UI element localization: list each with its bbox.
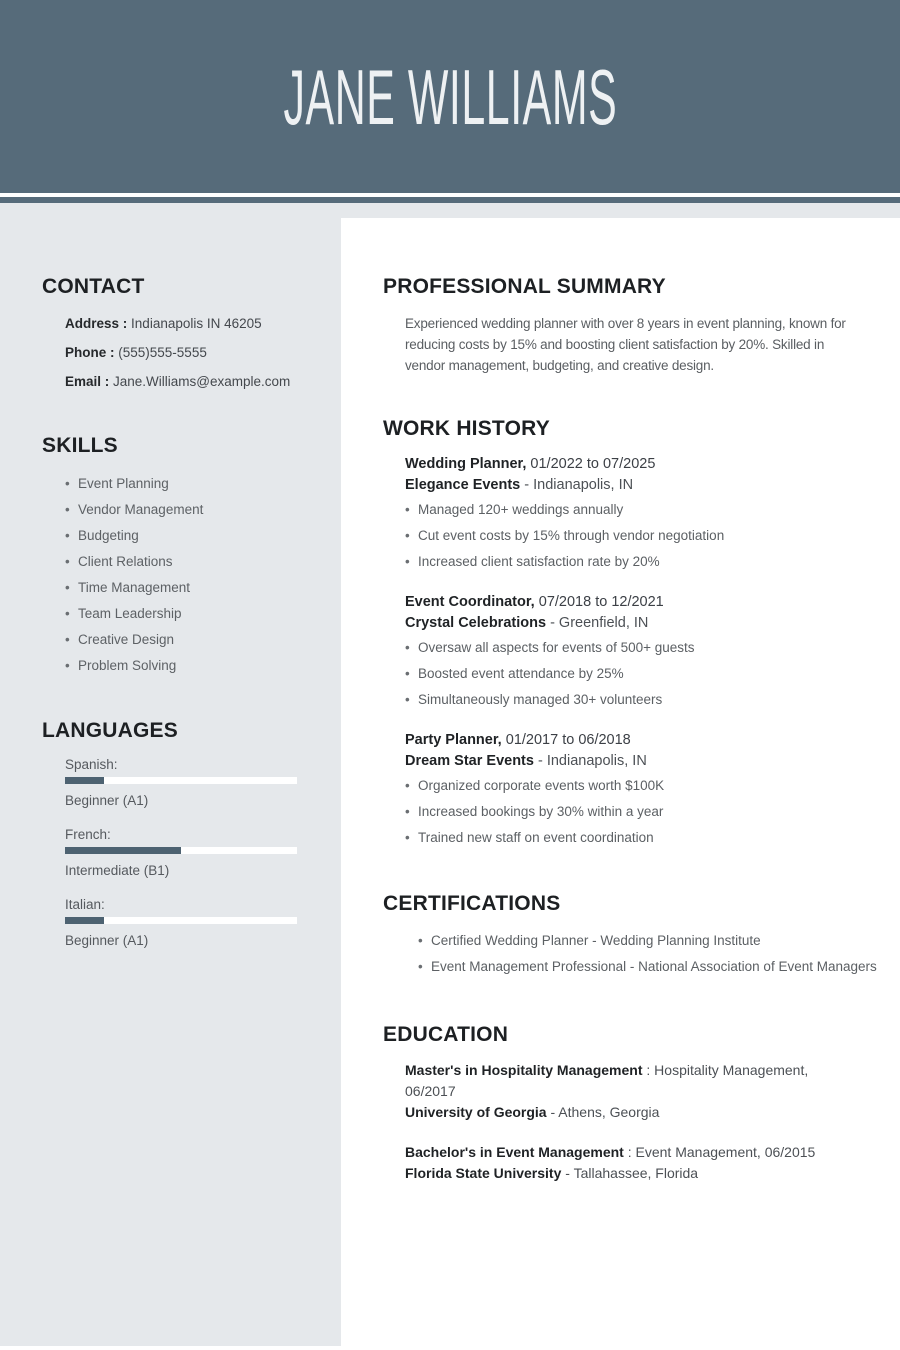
skill-item: • Team Leadership [65,605,315,622]
job-bullet: • Organized corporate events worth $100K [405,778,880,794]
job-bullet-list [405,502,880,570]
skill-item: • Time Management [65,579,315,596]
job-bullet: • Trained new staff on event coordination [405,830,880,846]
school-line [405,1102,835,1123]
job-bullet: • Increased client satisfaction rate by 20% [405,554,880,570]
contact-value: Jane.Williams@example.com [113,374,291,389]
contact-value: (555)555-5555 [118,345,207,360]
certifications-heading: CERTIFICATIONS [383,892,561,915]
contact-value: Indianapolis IN 46205 [131,316,262,331]
contact-list [65,315,315,390]
summary-paragraph: Experienced wedding planner with over 8 years in event planning, known for reducing costs by 15% and boosting client satisfaction by 20%. Skilled in vendor management, budgeting, and creative design. [405,316,846,373]
certification-item: • Certified Wedding Planner - Wedding Planning Institute [418,933,880,949]
job-title-line [405,454,880,475]
skills-heading: SKILLS [42,434,118,457]
job-employer-line [405,613,880,634]
language-level: Intermediate (B1) [65,863,170,878]
degree-name: Bachelor's in Event Management [405,1144,624,1160]
language-bar [65,847,297,854]
contact-label: Email : [65,374,110,389]
job-title: Wedding Planner, [405,456,527,472]
education-entry [405,1060,835,1123]
header-banner [0,0,900,193]
skill-item: • Event Planning [65,475,315,492]
contact-label: Address : [65,316,128,331]
job-location: - Indianapolis, IN [537,753,647,769]
school-location: - Tallahassee, Florida [565,1165,699,1181]
degree-name: Master's in Hospitality Management [405,1062,643,1078]
job-bullet: • Increased bookings by 30% within a year [405,804,880,820]
job-bullet: • Simultaneously managed 30+ volunteers [405,692,880,708]
employer-name: Elegance Events [405,477,521,493]
summary-heading: PROFESSIONAL SUMMARY [383,275,666,298]
job-title: Event Coordinator, [405,594,535,610]
employer-name: Dream Star Events [405,753,534,769]
job-title: Party Planner, [405,732,502,748]
job-dates: 07/2018 to 12/2021 [538,594,664,610]
job-bullet: • Managed 120+ weddings annually [405,502,880,518]
job-employer-line [405,475,880,496]
language-name: French: [65,827,111,842]
contact-row-phone [65,344,315,361]
job-location: - Indianapolis, IN [524,477,634,493]
language-bar [65,917,297,924]
language-name: Spanish: [65,757,118,772]
job-bullet-list [405,640,880,708]
certification-item: • Event Management Professional - National Association of Event Managers [418,959,880,975]
job-entry [405,730,880,846]
skill-item: • Budgeting [65,527,315,544]
skill-item: • Vendor Management [65,501,315,518]
job-location: - Greenfield, IN [550,615,649,631]
work-history-heading: WORK HISTORY [383,417,550,440]
skill-item: • Client Relations [65,553,315,570]
contact-row-email [65,373,315,390]
bottom-margin [0,1346,900,1350]
job-employer-line [405,751,880,772]
job-entry [405,454,880,570]
job-dates: 01/2022 to 07/2025 [530,456,656,472]
language-bar [65,777,297,784]
certification-list [418,933,880,975]
languages-list [65,756,315,949]
language-item [65,756,315,809]
page-title: JANE WILLIAMS [283,52,617,141]
language-item [65,896,315,949]
contact-heading: CONTACT [42,275,145,298]
skill-item: • Problem Solving [65,657,315,674]
education-entry [405,1142,835,1184]
language-bar-fill [65,777,104,784]
language-level: Beginner (A1) [65,793,149,808]
degree-detail: : Event Management, 06/2015 [627,1144,816,1160]
sidebar [0,203,341,1346]
education-heading: EDUCATION [383,1023,509,1046]
degree-line [405,1062,808,1099]
language-bar-fill [65,847,181,854]
job-dates: 01/2017 to 06/2018 [505,732,631,748]
contact-row-address [65,315,315,332]
job-bullet: • Oversaw all aspects for events of 500+ guests [405,640,880,656]
body-area [0,203,900,1346]
degree-line [405,1144,815,1160]
contact-label: Phone : [65,345,115,360]
language-bar-fill [65,917,104,924]
school-location: - Athens, Georgia [550,1104,660,1120]
main-column [341,218,900,1346]
job-bullet: • Boosted event attendance by 25% [405,666,880,682]
language-level: Beginner (A1) [65,933,149,948]
job-title-line [405,592,880,613]
school-name: Florida State University [405,1165,562,1181]
skills-list [65,475,315,674]
job-entry [405,592,880,708]
employer-name: Crystal Celebrations [405,615,547,631]
degree-detail: : Hospitality Management, 06/2017 [405,1062,809,1099]
languages-heading: LANGUAGES [42,719,178,742]
school-name: University of Georgia [405,1104,547,1120]
job-title-line [405,730,880,751]
job-bullet-list [405,778,880,846]
skill-item: • Creative Design [65,631,315,648]
job-bullet: • Cut event costs by 15% through vendor negotiation [405,528,880,544]
school-line [405,1163,835,1184]
language-item [65,826,315,879]
language-name: Italian: [65,897,105,912]
